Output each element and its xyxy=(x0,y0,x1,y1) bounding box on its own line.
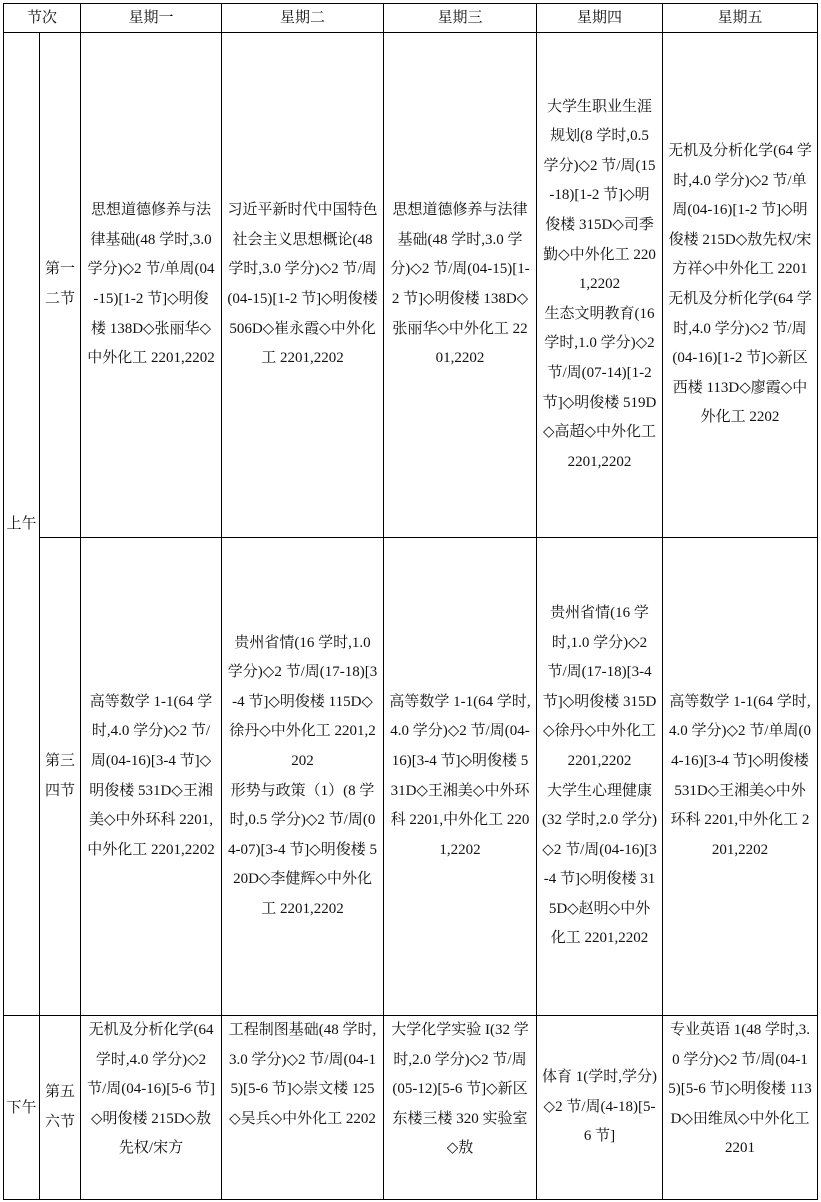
course-entry: 无机及分析化学(64 学时,4.0 学分)◇2 节/单周(04-16)[1-2 节]◇明俊楼 215D◇敖先权/宋方祥◇中外化工 2201 xyxy=(668,143,812,278)
day-header-thu: 星期四 xyxy=(537,4,663,33)
slot-label-56: 第五六节 xyxy=(40,1016,81,1200)
course-entry: 无机及分析化学(64 学时,4.0 学分)◇2 节/周(04-16)[5-6 节]◇明俊楼 215D◇敖先权/宋方 xyxy=(87,1022,215,1157)
course-entry: 无机及分析化学(64 学时,4.0 学分)◇2 节/周(04-16)[1-2 节]◇新区西楼 113D◇廖霞◇中外化工 2202 xyxy=(668,291,812,426)
slot-row-12 xyxy=(4,33,818,538)
cell-s12-wed xyxy=(384,33,537,538)
course-entry: 高等数学 1-1(64 学时,4.0 学分)◇2 节/周(04-16)[3-4 节]◇明俊楼 531D◇王湘美◇中外环科 2201,中外化工 2201,2202 xyxy=(87,693,215,858)
cell-s56-thu xyxy=(537,1016,663,1200)
cell-s34-fri xyxy=(663,538,818,1016)
cell-s12-mon xyxy=(81,33,222,538)
course-entry: 形势与政策（1）(8 学时,0.5 学分)◇2 节/周(04-07)[3-4 节]◇明俊楼 520D◇李健辉◇中外化工 2201,2202 xyxy=(228,782,378,917)
cell-s34-thu xyxy=(537,538,663,1016)
slot-row-56 xyxy=(4,1016,818,1200)
course-entry: 贵州省情(16 学时,1.0 学分)◇2 节/周(17-18)[3-4 节]◇明俊楼 315D◇徐丹◇中外化工 2201,2202 xyxy=(542,604,657,769)
cell-s56-tue xyxy=(222,1016,384,1200)
course-entry: 生态文明教育(16 学时,1.0 学分)◇2 节/周(07-14)[1-2 节]◇明俊楼 519D◇高超◇中外化工 2201,2202 xyxy=(542,305,657,470)
slot-label-34: 第三四节 xyxy=(40,538,81,1016)
course-entry: 专业英语 1(48 学时,3.0 学分)◇2 节/周(04-15)[5-6 节]◇明俊楼 113D◇田维凤◇中外化工 2201 xyxy=(668,1022,812,1157)
day-header-mon: 星期一 xyxy=(81,4,222,33)
period-afternoon: 下午 xyxy=(4,1016,40,1200)
cell-s12-tue xyxy=(222,33,384,538)
course-entry: 大学生心理健康(32 学时,2.0 学分)◇2 节/周(04-16)[3-4 节]◇明俊楼 315D◇赵明◇中外化工 2201,2202 xyxy=(542,782,658,947)
cell-s56-fri xyxy=(663,1016,818,1200)
corner-header: 节次 xyxy=(4,4,81,33)
course-entry: 工程制图基础(48 学时,3.0 学分)◇2 节/周(04-15)[5-6 节]◇崇文楼 125◇吴兵◇中外化工 2202 xyxy=(228,1022,377,1127)
day-header-tue: 星期二 xyxy=(222,4,384,33)
course-entry: 高等数学 1-1(64 学时,4.0 学分)◇2 节/单周(04-16)[3-4 节]◇明俊楼 531D◇王湘美◇中外环科 2201,中外化工 2201,2202 xyxy=(669,693,811,858)
timetable xyxy=(3,3,818,1200)
slot-label-12: 第一二节 xyxy=(40,33,81,538)
cell-s56-mon xyxy=(81,1016,222,1200)
course-entry: 体育 1(学时,学分)◇2 节/周(4-18)[5-6 节] xyxy=(542,1069,658,1145)
course-entry: 思想道德修养与法律基础(48 学时,3.0 学分)◇2 节/周(04-15)[1-2 节]◇明俊楼 138D◇张丽华◇中外化工 2201,2202 xyxy=(390,202,530,367)
slot-row-34 xyxy=(4,538,818,1016)
cell-s12-fri xyxy=(663,33,818,538)
course-entry: 贵州省情(16 学时,1.0 学分)◇2 节/周(17-18)[3-4 节]◇明俊楼 115D◇徐丹◇中外化工 2201,2202 xyxy=(227,634,378,769)
cell-s12-thu xyxy=(537,33,663,538)
course-entry: 大学化学实验 I(32 学时,2.0 学分)◇2 节/周(05-12)[5-6 节]◇新区东楼三楼 320 实验室◇敖 xyxy=(391,1022,529,1157)
course-entry: 习近平新时代中国特色社会主义思想概论(48 学时,3.0 学分)◇2 节/周(04-15)[1-2 节]◇明俊楼 506D◇崔永霞◇中外化工 2201,2202 xyxy=(227,202,378,367)
day-header-wed: 星期三 xyxy=(384,4,537,33)
course-entry: 大学生职业生涯规划(8 学时,0.5 学分)◇2 节/周(15-18)[1-2 节]◇明俊楼 315D◇司季勤◇中外化工 2201,2202 xyxy=(543,98,656,293)
course-entry: 思想道德修养与法律基础(48 学时,3.0 学分)◇2 节/单周(04-15)[1-2 节]◇明俊楼 138D◇张丽华◇中外化工 2201,2202 xyxy=(87,202,215,367)
cell-s34-mon xyxy=(81,538,222,1016)
day-header-fri: 星期五 xyxy=(663,4,818,33)
period-morning: 上午 xyxy=(4,33,40,1016)
cell-s34-wed xyxy=(384,538,537,1016)
header-row xyxy=(4,4,818,33)
course-entry: 高等数学 1-1(64 学时,4.0 学分)◇2 节/周(04-16)[3-4 节]◇明俊楼 531D◇王湘美◇中外环科 2201,中外化工 2201,2202 xyxy=(389,693,531,858)
cell-s34-tue xyxy=(222,538,384,1016)
cell-s56-wed xyxy=(384,1016,537,1200)
